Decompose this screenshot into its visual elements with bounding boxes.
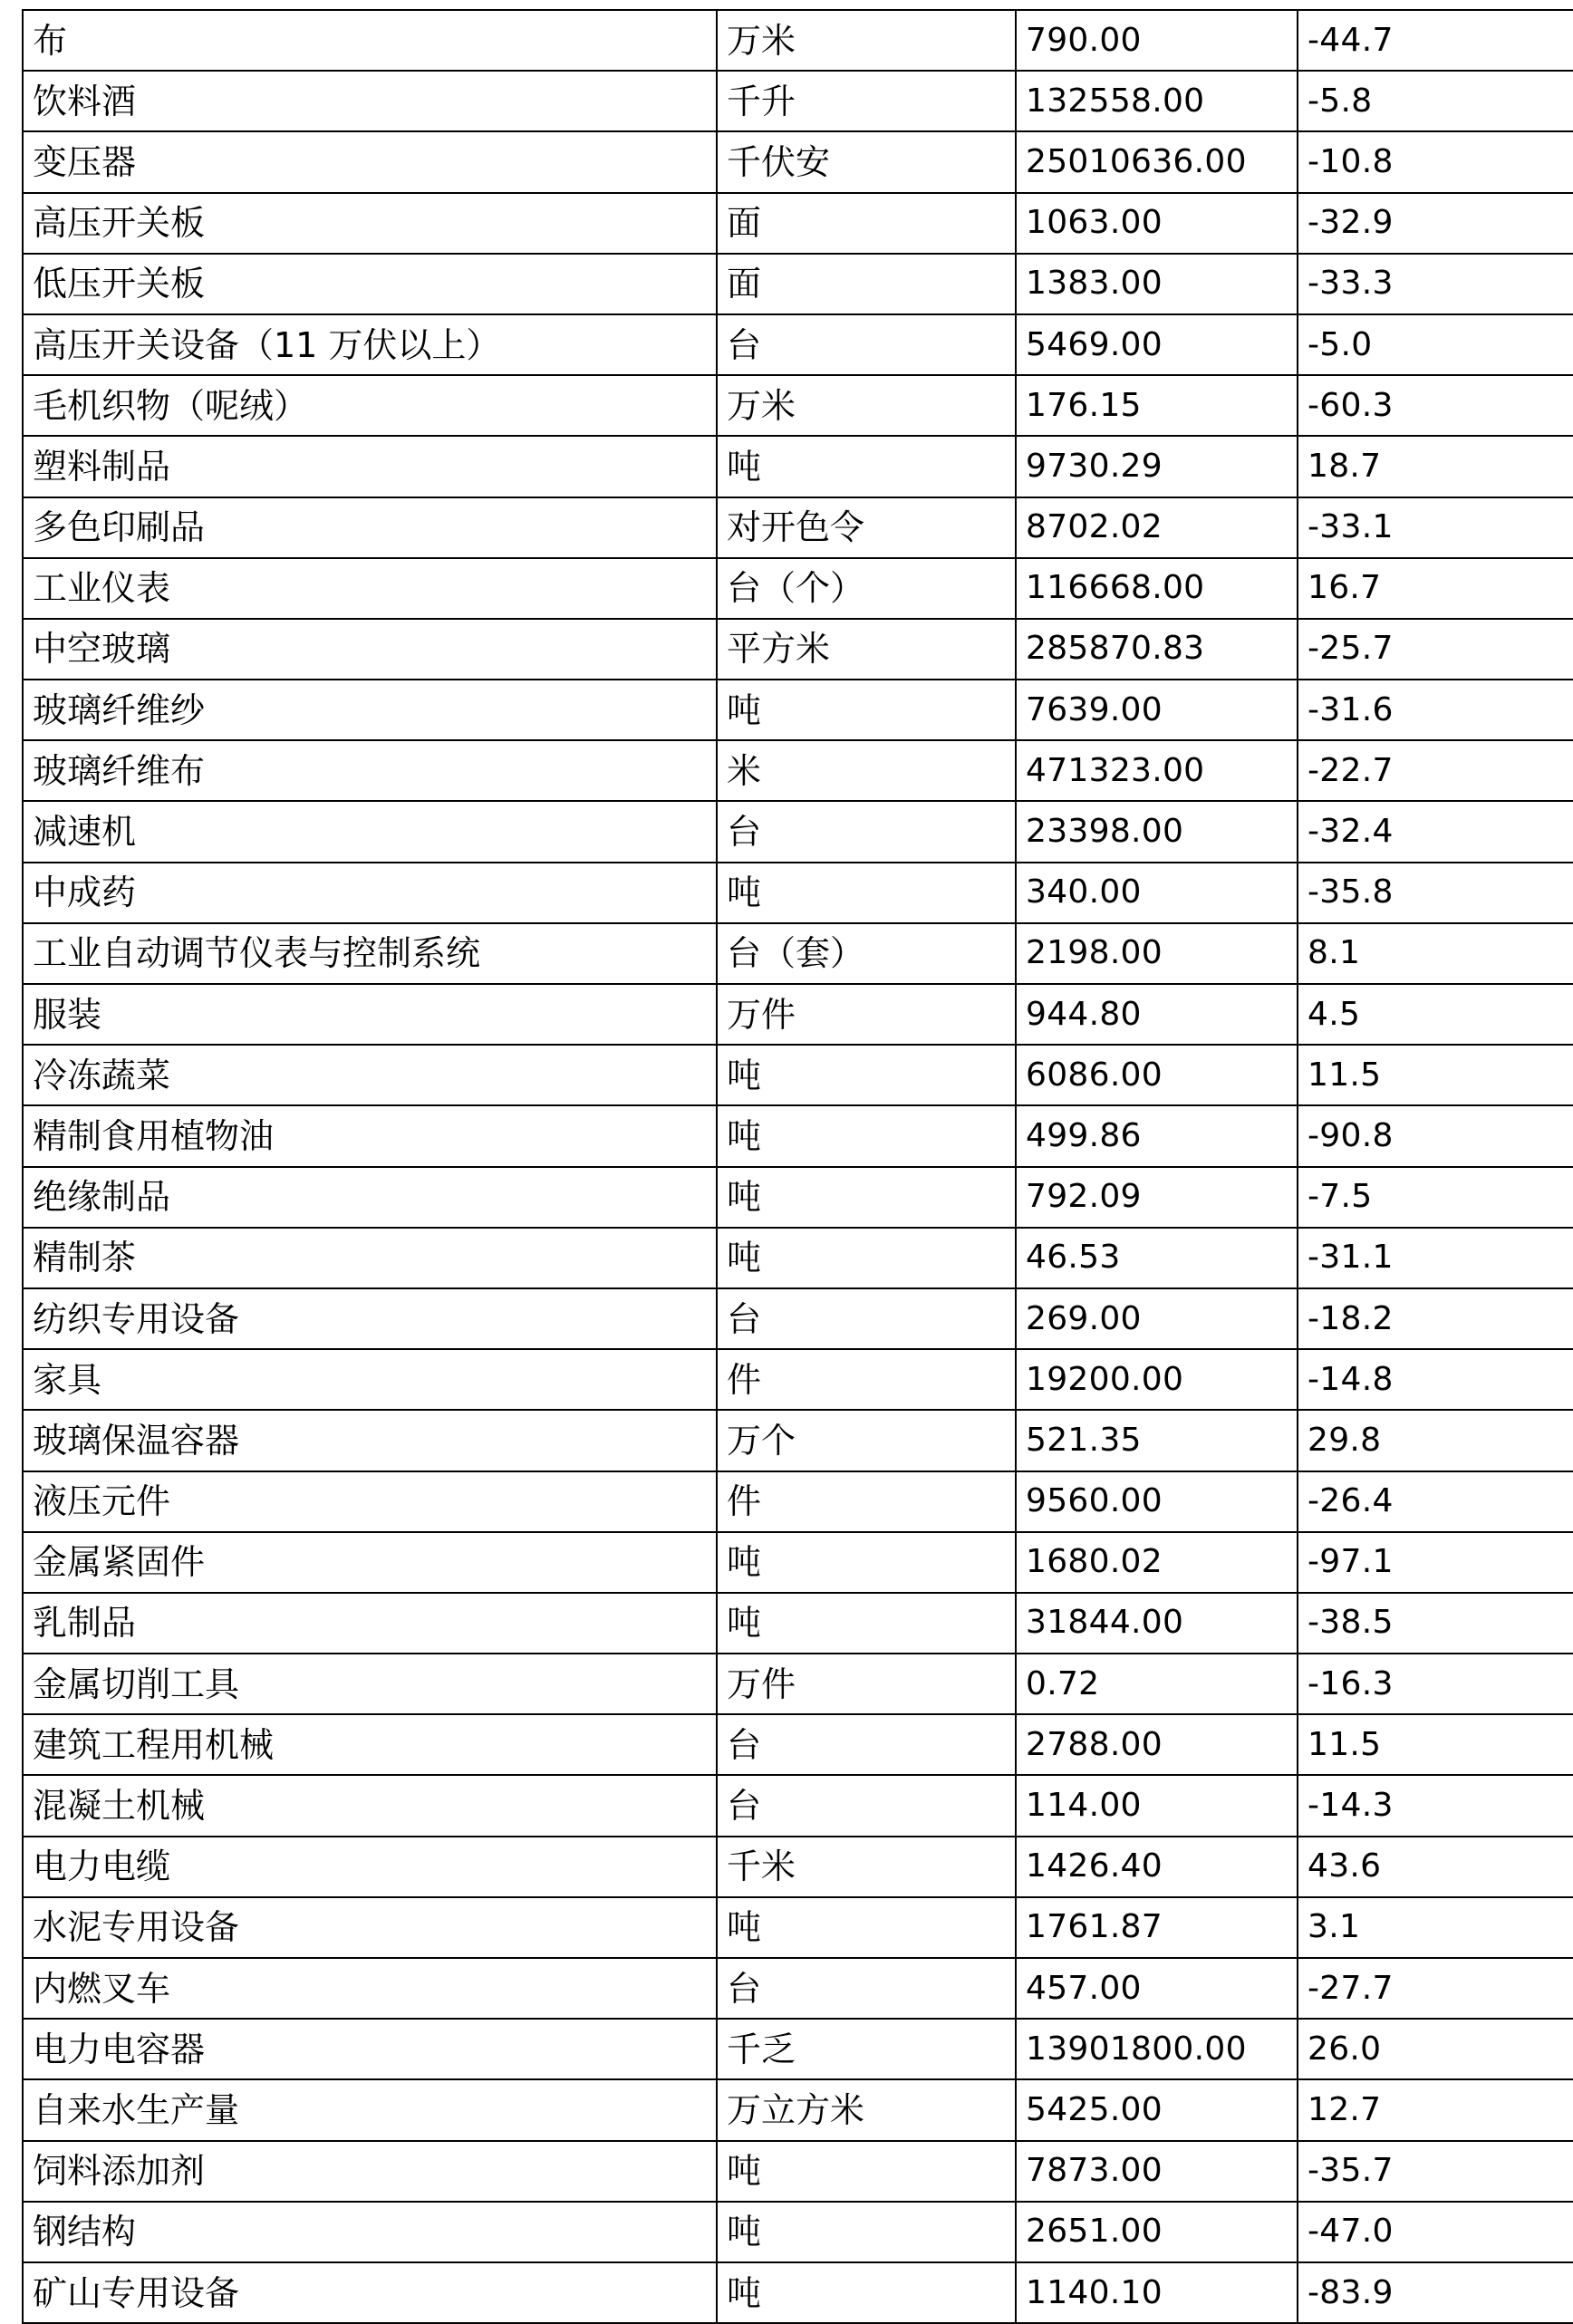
- product-name-cell: 饮料酒: [23, 71, 717, 131]
- unit-cell: 平方米: [717, 619, 1016, 680]
- table-row: [23, 1897, 1573, 1958]
- table-row: [23, 2202, 1573, 2262]
- output-value-cell: 31844.00: [1016, 1593, 1298, 1654]
- product-name-cell: 高压开关设备（11 万伏以上）: [23, 314, 717, 375]
- unit-cell: 吨: [717, 1593, 1016, 1654]
- unit-cell: 吨: [717, 863, 1016, 923]
- growth-rate-cell: -22.7: [1298, 740, 1573, 801]
- growth-rate-cell: -31.1: [1298, 1228, 1573, 1288]
- output-value-cell: 457.00: [1016, 1958, 1298, 2019]
- table-row: [23, 1167, 1573, 1228]
- table-row: [23, 71, 1573, 131]
- growth-rate-cell: 29.8: [1298, 1410, 1573, 1471]
- table-row: [23, 2141, 1573, 2202]
- product-name-cell: 布: [23, 10, 717, 71]
- output-value-cell: 1063.00: [1016, 193, 1298, 254]
- product-name-cell: 服装: [23, 984, 717, 1045]
- output-value-cell: 790.00: [1016, 10, 1298, 71]
- product-name-cell: 冷冻蔬菜: [23, 1045, 717, 1105]
- unit-cell: 件: [717, 1349, 1016, 1410]
- growth-rate-cell: 11.5: [1298, 1045, 1573, 1105]
- growth-rate-cell: -26.4: [1298, 1471, 1573, 1532]
- table-row: [23, 2262, 1573, 2323]
- table-row: [23, 740, 1573, 801]
- product-name-cell: 毛机织物（呢绒）: [23, 375, 717, 436]
- product-name-cell: 家具: [23, 1349, 717, 1410]
- product-name-cell: 减速机: [23, 801, 717, 862]
- table-row: [23, 1837, 1573, 1897]
- product-name-cell: 变压器: [23, 131, 717, 192]
- output-value-cell: 5469.00: [1016, 314, 1298, 375]
- product-name-cell: 电力电容器: [23, 2019, 717, 2079]
- product-name-cell: 工业自动调节仪表与控制系统: [23, 923, 717, 984]
- unit-cell: 台: [717, 1288, 1016, 1349]
- output-value-cell: 471323.00: [1016, 740, 1298, 801]
- unit-cell: 吨: [717, 1167, 1016, 1228]
- table-row: [23, 558, 1573, 619]
- product-name-cell: 电力电缆: [23, 1837, 717, 1897]
- unit-cell: 吨: [717, 2141, 1016, 2202]
- product-name-cell: 金属紧固件: [23, 1532, 717, 1593]
- table-row: [23, 1228, 1573, 1288]
- product-name-cell: 中空玻璃: [23, 619, 717, 680]
- table-row: [23, 1471, 1573, 1532]
- output-value-cell: 114.00: [1016, 1775, 1298, 1836]
- growth-rate-cell: 3.1: [1298, 1897, 1573, 1958]
- product-name-cell: 精制食用植物油: [23, 1105, 717, 1166]
- output-value-cell: 7639.00: [1016, 680, 1298, 740]
- unit-cell: 吨: [717, 1532, 1016, 1593]
- growth-rate-cell: -35.8: [1298, 863, 1573, 923]
- unit-cell: 吨: [717, 436, 1016, 497]
- output-value-cell: 13901800.00: [1016, 2019, 1298, 2079]
- product-name-cell: 中成药: [23, 863, 717, 923]
- growth-rate-cell: -10.8: [1298, 131, 1573, 192]
- product-name-cell: 自来水生产量: [23, 2079, 717, 2140]
- product-name-cell: 高压开关板: [23, 193, 717, 254]
- output-value-cell: 2651.00: [1016, 2202, 1298, 2262]
- output-value-cell: 944.80: [1016, 984, 1298, 1045]
- table-row: [23, 1349, 1573, 1410]
- output-value-cell: 5425.00: [1016, 2079, 1298, 2140]
- product-name-cell: 低压开关板: [23, 254, 717, 314]
- unit-cell: 千米: [717, 1837, 1016, 1897]
- output-value-cell: 269.00: [1016, 1288, 1298, 1349]
- growth-rate-cell: -35.7: [1298, 2141, 1573, 2202]
- output-value-cell: 2198.00: [1016, 923, 1298, 984]
- table-row: [23, 1593, 1573, 1654]
- unit-cell: 万米: [717, 375, 1016, 436]
- unit-cell: 万件: [717, 1654, 1016, 1714]
- growth-rate-cell: -16.3: [1298, 1654, 1573, 1714]
- product-name-cell: 绝缘制品: [23, 1167, 717, 1228]
- product-name-cell: 内燃叉车: [23, 1958, 717, 2019]
- table-row: [23, 1045, 1573, 1105]
- table-row: [23, 923, 1573, 984]
- product-name-cell: 建筑工程用机械: [23, 1714, 717, 1775]
- output-value-cell: 1761.87: [1016, 1897, 1298, 1958]
- unit-cell: 吨: [717, 1897, 1016, 1958]
- unit-cell: 千升: [717, 71, 1016, 131]
- table-row: [23, 1714, 1573, 1775]
- unit-cell: 台: [717, 801, 1016, 862]
- growth-rate-cell: 26.0: [1298, 2019, 1573, 2079]
- output-value-cell: 285870.83: [1016, 619, 1298, 680]
- output-value-cell: 7873.00: [1016, 2141, 1298, 2202]
- table-row: [23, 436, 1573, 497]
- unit-cell: 吨: [717, 2202, 1016, 2262]
- growth-rate-cell: -47.0: [1298, 2202, 1573, 2262]
- product-name-cell: 玻璃纤维布: [23, 740, 717, 801]
- unit-cell: 米: [717, 740, 1016, 801]
- growth-rate-cell: 11.5: [1298, 1714, 1573, 1775]
- table-row: [23, 10, 1573, 71]
- table-row: [23, 1410, 1573, 1471]
- growth-rate-cell: -90.8: [1298, 1105, 1573, 1166]
- table-row: [23, 2019, 1573, 2079]
- unit-cell: 吨: [717, 1228, 1016, 1288]
- growth-rate-cell: -5.8: [1298, 71, 1573, 131]
- unit-cell: 万件: [717, 984, 1016, 1045]
- output-value-cell: 1680.02: [1016, 1532, 1298, 1593]
- product-name-cell: 纺织专用设备: [23, 1288, 717, 1349]
- table-row: [23, 254, 1573, 314]
- unit-cell: 对开色令: [717, 497, 1016, 558]
- product-name-cell: 钢结构: [23, 2202, 717, 2262]
- unit-cell: 吨: [717, 1045, 1016, 1105]
- output-value-cell: 340.00: [1016, 863, 1298, 923]
- industrial-output-table: [22, 9, 1573, 2324]
- table-row: [23, 1775, 1573, 1836]
- table-row: [23, 1958, 1573, 2019]
- growth-rate-cell: 4.5: [1298, 984, 1573, 1045]
- table-row: [23, 1532, 1573, 1593]
- product-name-cell: 玻璃保温容器: [23, 1410, 717, 1471]
- unit-cell: 吨: [717, 1105, 1016, 1166]
- product-name-cell: 多色印刷品: [23, 497, 717, 558]
- output-value-cell: 8702.02: [1016, 497, 1298, 558]
- output-value-cell: 23398.00: [1016, 801, 1298, 862]
- product-name-cell: 饲料添加剂: [23, 2141, 717, 2202]
- unit-cell: 件: [717, 1471, 1016, 1532]
- table-row: [23, 863, 1573, 923]
- output-value-cell: 1426.40: [1016, 1837, 1298, 1897]
- growth-rate-cell: 18.7: [1298, 436, 1573, 497]
- output-value-cell: 116668.00: [1016, 558, 1298, 619]
- table-row: [23, 801, 1573, 862]
- growth-rate-cell: -38.5: [1298, 1593, 1573, 1654]
- unit-cell: 台（套）: [717, 923, 1016, 984]
- unit-cell: 吨: [717, 2262, 1016, 2323]
- table-row: [23, 680, 1573, 740]
- table-row: [23, 314, 1573, 375]
- product-name-cell: 精制茶: [23, 1228, 717, 1288]
- unit-cell: 台: [717, 1714, 1016, 1775]
- unit-cell: 台: [717, 1775, 1016, 1836]
- unit-cell: 千伏安: [717, 131, 1016, 192]
- growth-rate-cell: 8.1: [1298, 923, 1573, 984]
- growth-rate-cell: -60.3: [1298, 375, 1573, 436]
- output-value-cell: 6086.00: [1016, 1045, 1298, 1105]
- product-name-cell: 乳制品: [23, 1593, 717, 1654]
- product-name-cell: 水泥专用设备: [23, 1897, 717, 1958]
- output-value-cell: 499.86: [1016, 1105, 1298, 1166]
- product-name-cell: 矿山专用设备: [23, 2262, 717, 2323]
- growth-rate-cell: -31.6: [1298, 680, 1573, 740]
- growth-rate-cell: -27.7: [1298, 1958, 1573, 2019]
- table-row: [23, 1654, 1573, 1714]
- product-name-cell: 混凝土机械: [23, 1775, 717, 1836]
- growth-rate-cell: -33.3: [1298, 254, 1573, 314]
- product-name-cell: 金属切削工具: [23, 1654, 717, 1714]
- unit-cell: 吨: [717, 680, 1016, 740]
- unit-cell: 万立方米: [717, 2079, 1016, 2140]
- output-value-cell: 792.09: [1016, 1167, 1298, 1228]
- growth-rate-cell: -7.5: [1298, 1167, 1573, 1228]
- output-value-cell: 25010636.00: [1016, 131, 1298, 192]
- table-row: [23, 2079, 1573, 2140]
- product-name-cell: 液压元件: [23, 1471, 717, 1532]
- growth-rate-cell: -18.2: [1298, 1288, 1573, 1349]
- growth-rate-cell: -33.1: [1298, 497, 1573, 558]
- output-value-cell: 521.35: [1016, 1410, 1298, 1471]
- table-row: [23, 375, 1573, 436]
- output-value-cell: 0.72: [1016, 1654, 1298, 1714]
- growth-rate-cell: 43.6: [1298, 1837, 1573, 1897]
- table-row: [23, 984, 1573, 1045]
- output-value-cell: 1383.00: [1016, 254, 1298, 314]
- unit-cell: 台: [717, 1958, 1016, 2019]
- output-value-cell: 46.53: [1016, 1228, 1298, 1288]
- product-name-cell: 塑料制品: [23, 436, 717, 497]
- growth-rate-cell: 16.7: [1298, 558, 1573, 619]
- output-value-cell: 176.15: [1016, 375, 1298, 436]
- growth-rate-cell: -14.3: [1298, 1775, 1573, 1836]
- unit-cell: 面: [717, 254, 1016, 314]
- growth-rate-cell: -25.7: [1298, 619, 1573, 680]
- table-row: [23, 619, 1573, 680]
- output-value-cell: 9730.29: [1016, 436, 1298, 497]
- product-name-cell: 工业仪表: [23, 558, 717, 619]
- output-value-cell: 1140.10: [1016, 2262, 1298, 2323]
- table-row: [23, 1105, 1573, 1166]
- growth-rate-cell: -97.1: [1298, 1532, 1573, 1593]
- growth-rate-cell: -83.9: [1298, 2262, 1573, 2323]
- industrial-output-table-container: [22, 9, 1573, 2324]
- unit-cell: 面: [717, 193, 1016, 254]
- table-row: [23, 497, 1573, 558]
- unit-cell: 台（个）: [717, 558, 1016, 619]
- table-row: [23, 193, 1573, 254]
- output-value-cell: 9560.00: [1016, 1471, 1298, 1532]
- growth-rate-cell: 12.7: [1298, 2079, 1573, 2140]
- unit-cell: 万米: [717, 10, 1016, 71]
- growth-rate-cell: -32.4: [1298, 801, 1573, 862]
- product-name-cell: 玻璃纤维纱: [23, 680, 717, 740]
- output-value-cell: 2788.00: [1016, 1714, 1298, 1775]
- growth-rate-cell: -32.9: [1298, 193, 1573, 254]
- growth-rate-cell: -14.8: [1298, 1349, 1573, 1410]
- growth-rate-cell: -5.0: [1298, 314, 1573, 375]
- table-row: [23, 131, 1573, 192]
- table-row: [23, 1288, 1573, 1349]
- unit-cell: 千乏: [717, 2019, 1016, 2079]
- growth-rate-cell: -44.7: [1298, 10, 1573, 71]
- output-value-cell: 19200.00: [1016, 1349, 1298, 1410]
- table-body: [23, 10, 1573, 2323]
- output-value-cell: 132558.00: [1016, 71, 1298, 131]
- unit-cell: 万个: [717, 1410, 1016, 1471]
- unit-cell: 台: [717, 314, 1016, 375]
